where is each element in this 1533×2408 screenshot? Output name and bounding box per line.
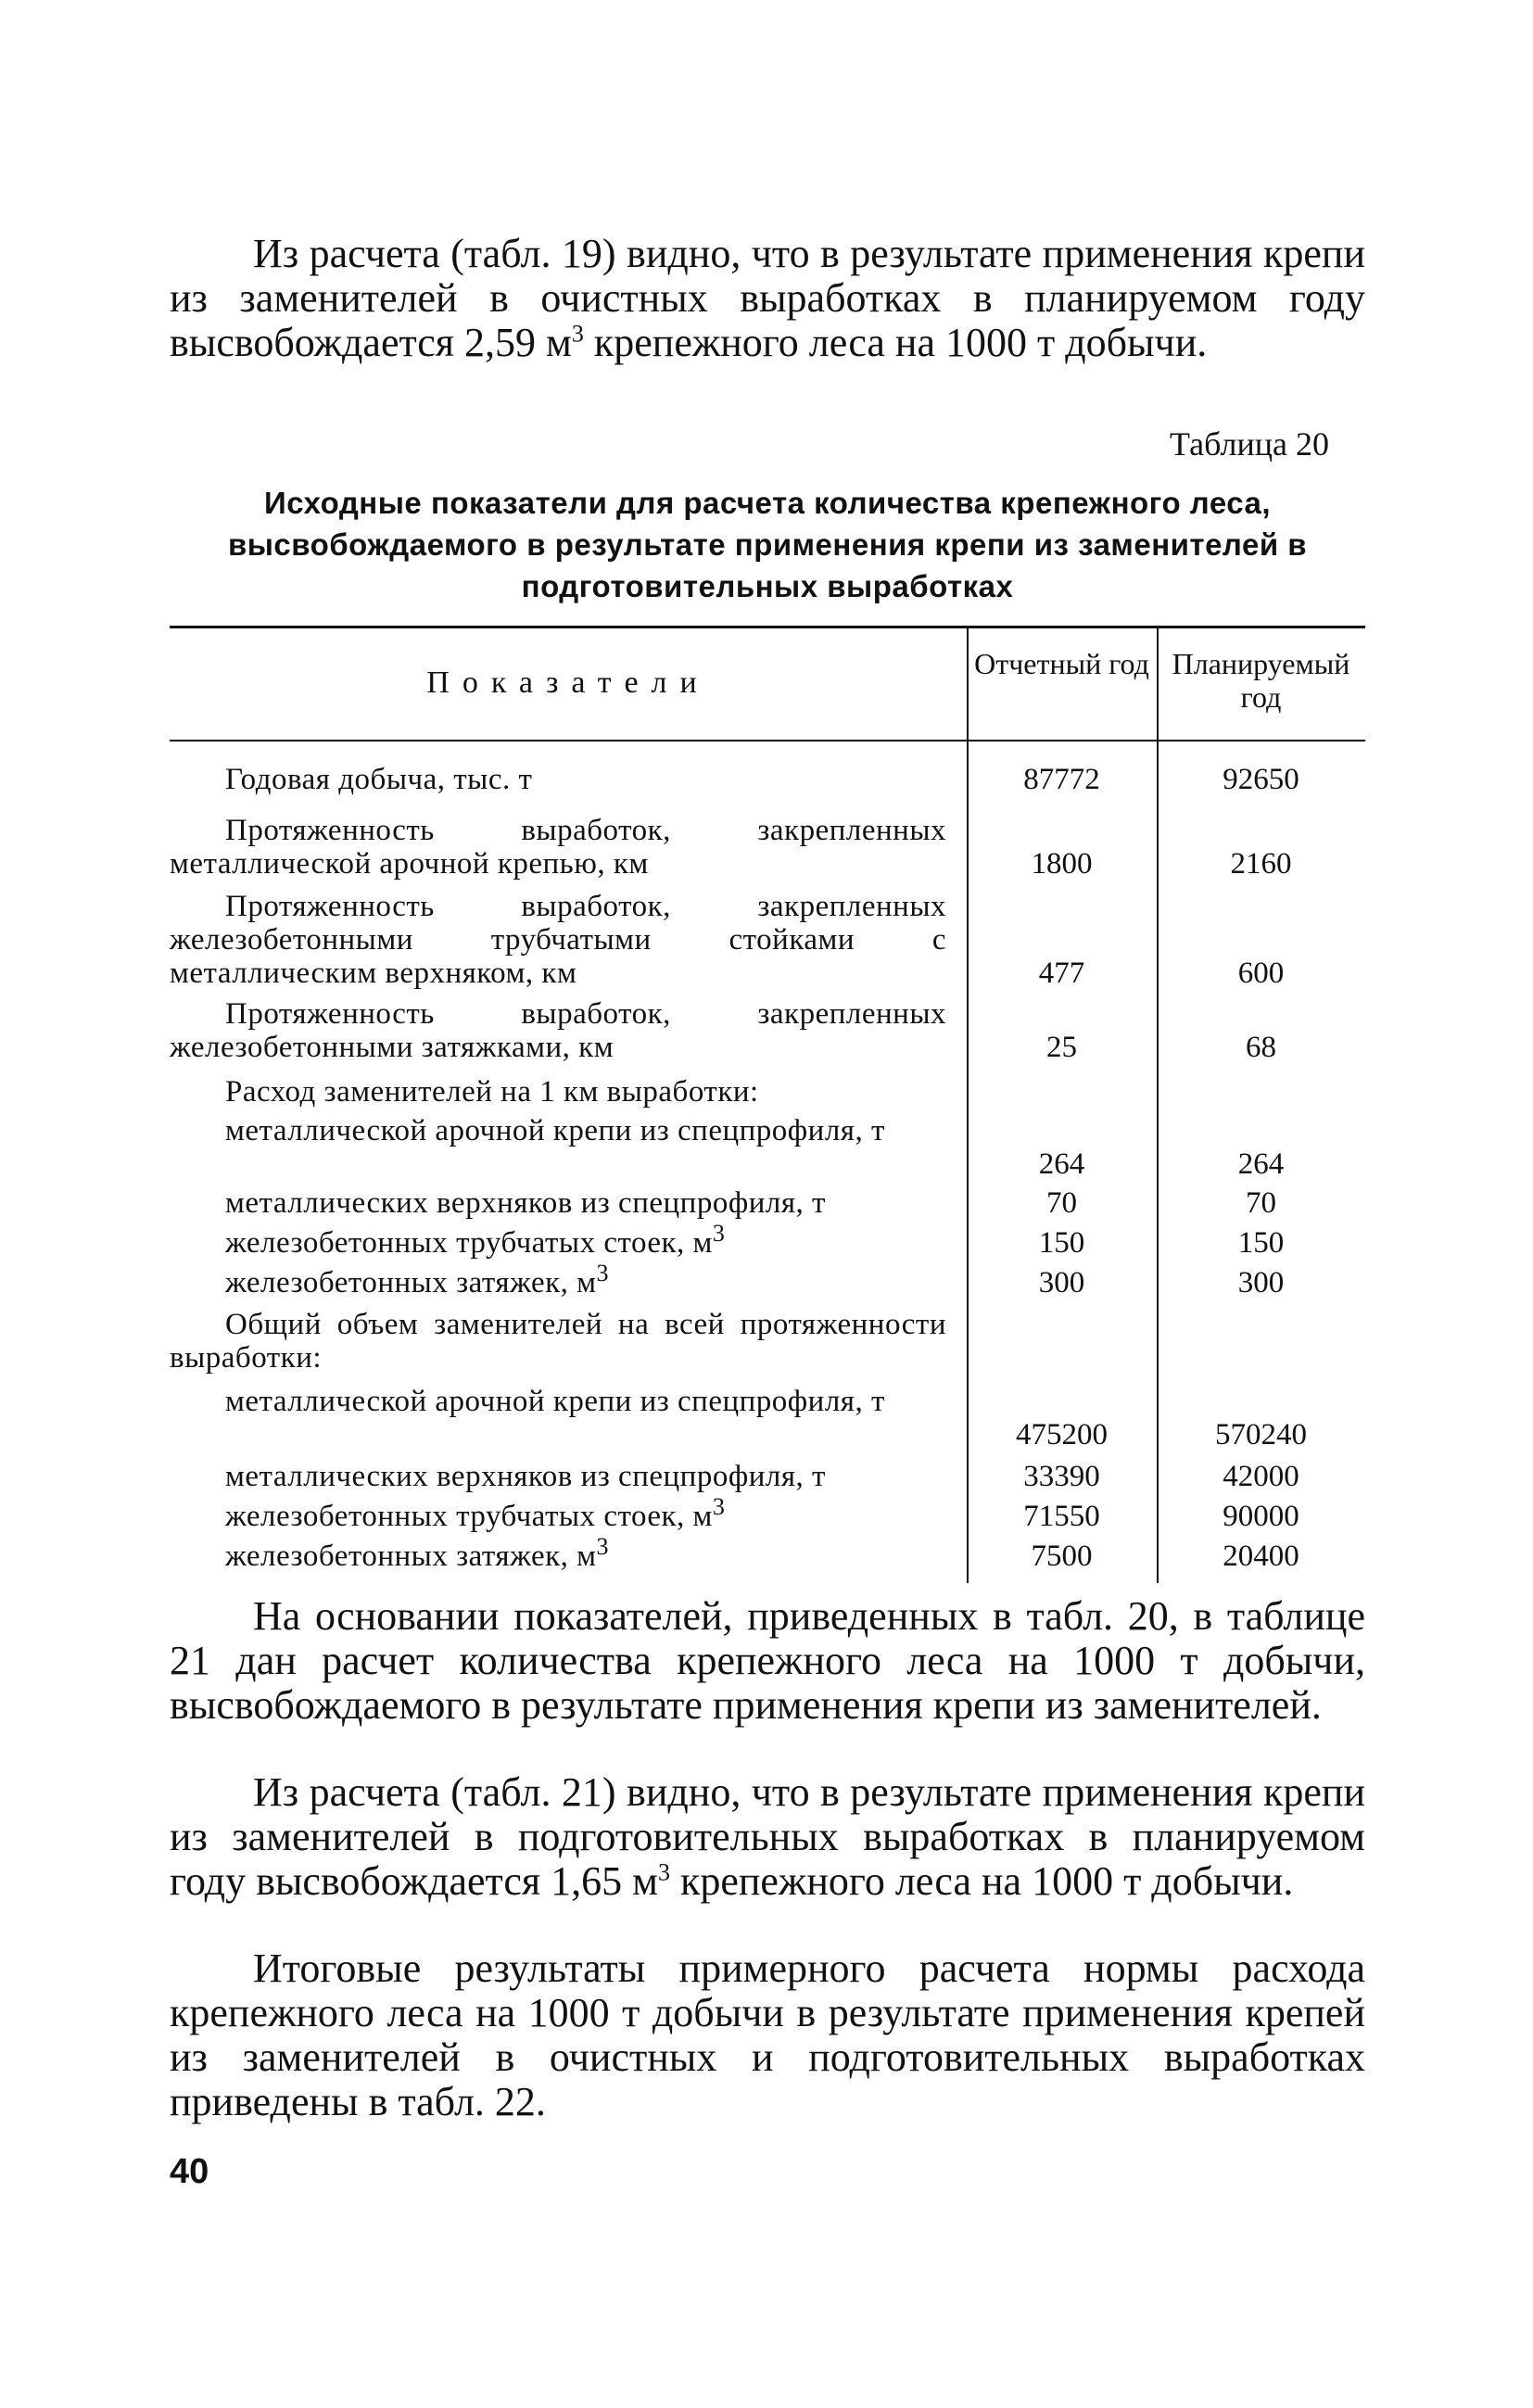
row-label: Расход заменителей на 1 км выработки:: [225, 1075, 759, 1109]
table-header: [170, 628, 1365, 741]
paragraph-intro-text: Из расчета (табл. 19) видно, что в результате применения крепи из заменителей в очистных выработках в планируемом году высвобождается 2,59 м: [170, 231, 1365, 365]
value-planned: 300: [1237, 1266, 1285, 1299]
table-row: [170, 763, 1365, 796]
header-reported-year: Отчетный год: [974, 647, 1149, 680]
value-planned: 20400: [1223, 1540, 1299, 1573]
value-planned: 2160: [1230, 847, 1292, 881]
value-planned: 264: [1237, 1147, 1285, 1181]
table-row: [170, 1186, 1365, 1220]
data-table: [170, 626, 1365, 1583]
table-row: [170, 997, 1365, 1064]
row-label: металлической арочной крепи из спецпрофиля, т: [225, 1385, 885, 1418]
paragraph-summary: Итоговые результаты примерного расчета нормы расхода крепежного леса на 1000 т добычи в результате применения крепей из заменителей в очистных и подготовительных выработках приведены в табл. 22.: [170, 1945, 1365, 2124]
value-reported: 477: [1038, 957, 1085, 990]
value-reported: 33390: [1023, 1460, 1100, 1493]
value-reported: 71550: [1023, 1500, 1100, 1533]
table-title: Исходные показатели для расчета количества крепежного леса, высвобождаемого в результате применения крепи из заменителей в подготовительных выработках: [227, 486, 1308, 603]
row-label: Протяженность выработок, закрепленных железобетонными трубчатыми стойками с металлическим верхняком, км: [170, 890, 946, 990]
value-reported: 25: [1046, 1031, 1077, 1064]
paragraph-basis: На основании показателей, приведенных в табл. 20, в таблице 21 дан расчет количества крепежного леса на 1000 т добычи, высвобождаемого в результате применения крепи из заменителей.: [170, 1593, 1365, 1728]
page-number: 40: [170, 2152, 209, 2191]
value-planned: 92650: [1223, 763, 1299, 796]
superscript: 3: [571, 320, 584, 348]
table-row: [170, 1460, 1365, 1493]
value-reported: 475200: [1016, 1418, 1108, 1451]
row-label: железобетонных трубчатых стоек, $м^3$: [225, 1493, 726, 1533]
value-reported: 70: [1046, 1186, 1077, 1220]
value-reported: 300: [1038, 1266, 1085, 1299]
row-label: металлической арочной крепи из спецпрофиля, т: [225, 1114, 885, 1147]
header-planned-year: Планируемый год: [1172, 647, 1350, 714]
paragraph-result-text-end: крепежного леса на 1000 т добычи.: [669, 1858, 1294, 1904]
table-row: [170, 1385, 1365, 1451]
table-row: [170, 890, 1365, 990]
value-planned: 150: [1237, 1226, 1285, 1260]
value-planned: 42000: [1223, 1460, 1299, 1493]
table-row: [170, 814, 1365, 881]
header-indicators: Показатели: [426, 665, 710, 700]
value-planned: 68: [1246, 1031, 1276, 1064]
row-label: железобетонных затяжек, $м^3$: [225, 1260, 610, 1299]
row-label: металлических верхняков из спецпрофиля, т: [225, 1186, 826, 1220]
table-row: [170, 1260, 1365, 1299]
superscript: 3: [596, 1260, 610, 1286]
table-row: [170, 1075, 1365, 1109]
paragraph-result: [170, 1770, 1365, 1904]
value-reported: 150: [1038, 1226, 1085, 1260]
paragraph-result-text: Из расчета (табл. 21) видно, что в результате применения крепи из заменителей в подготовительных выработках в планируемом году высвобождается 1,65 м: [170, 1769, 1365, 1904]
table-row: [170, 1493, 1365, 1533]
row-label: Протяженность выработок, закрепленных железобетонными затяжками, км: [170, 997, 946, 1064]
row-label: металлических верхняков из спецпрофиля, т: [225, 1460, 826, 1493]
superscript: 3: [712, 1220, 726, 1247]
value-reported: 87772: [1023, 763, 1100, 796]
table-label: Таблица 20: [1170, 425, 1329, 463]
paragraph-intro-text-end: крепежного леса на 1000 т добычи.: [583, 320, 1208, 365]
paragraph-intro: [170, 232, 1365, 365]
row-label: Годовая добыча, тыс. т: [225, 763, 533, 796]
row-label: железобетонных затяжек, $м^3$: [225, 1533, 610, 1573]
table-row: [170, 1114, 1365, 1181]
value-reported: 7500: [1031, 1540, 1093, 1573]
value-reported: 264: [1038, 1147, 1085, 1181]
value-planned: 570240: [1215, 1418, 1307, 1451]
row-label: железобетонных трубчатых стоек, $м^3$: [225, 1220, 726, 1260]
table-row: [170, 1533, 1365, 1573]
table-row: [170, 1308, 1365, 1375]
superscript: 3: [596, 1533, 610, 1560]
row-label: Протяженность выработок, закрепленных металлической арочной крепью, км: [170, 814, 946, 881]
superscript: 3: [657, 1858, 670, 1886]
row-label: Общий объем заменителей на всей протяженности выработки:: [170, 1308, 946, 1375]
value-reported: 1800: [1031, 847, 1093, 881]
table-row: [170, 1220, 1365, 1260]
value-planned: 600: [1237, 957, 1285, 990]
superscript: 3: [712, 1493, 726, 1520]
value-planned: 70: [1246, 1186, 1276, 1220]
value-planned: 90000: [1223, 1500, 1299, 1533]
